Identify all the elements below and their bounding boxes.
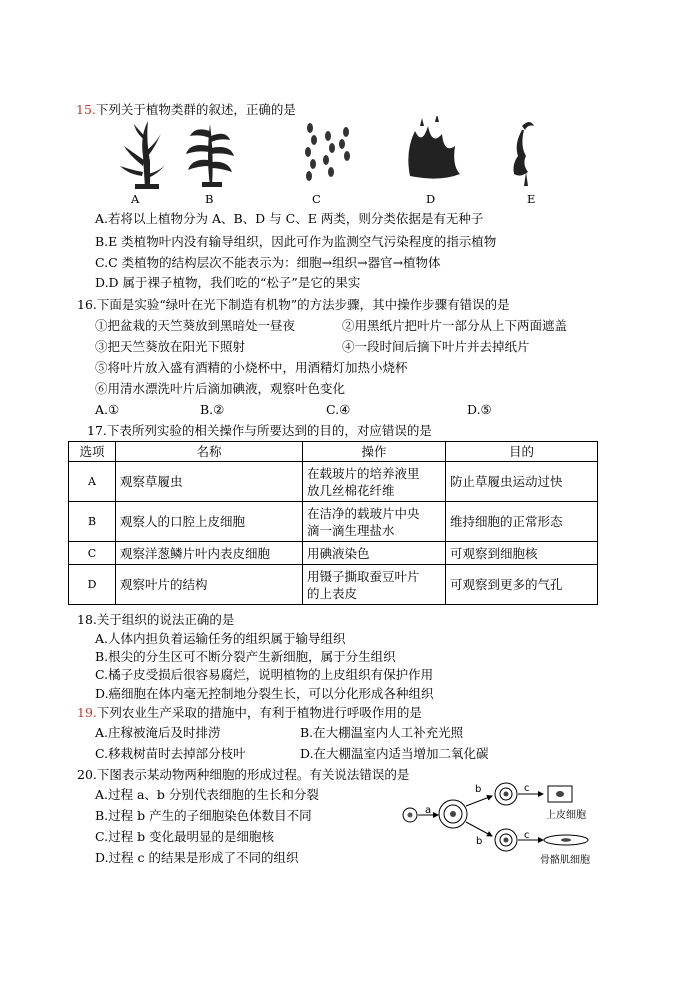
row-operation: 用碘液染色 xyxy=(303,542,446,565)
q15-option-d: D.D 属于裸子植物，我们吃的“松子”是它的果实 xyxy=(95,275,361,290)
q20-option-c: C.过程 b 变化最明显的是细胞核 xyxy=(95,829,275,844)
row-purpose: 防止草履虫运动过快 xyxy=(446,462,598,502)
row-operation xyxy=(303,462,446,502)
table-row xyxy=(69,542,598,565)
q19-stem: 下列农业生产采取的措施中，有利于植物进行呼吸作用的是 xyxy=(96,705,422,720)
q18-option-d: D.癌细胞在体内毫无控制地分裂生长，可以分化形成各种组织 xyxy=(95,686,434,701)
q16-option-d: D.⑤ xyxy=(467,402,492,417)
header-option: 选项 xyxy=(69,442,116,462)
row-operation-line2: 滴一滴生理盐水 xyxy=(307,522,395,538)
row-option: D xyxy=(69,565,116,605)
plant-d-image xyxy=(408,116,460,179)
table-row xyxy=(69,462,598,502)
q16-stem: 16.下面是实验“绿叶在光下制造有机物”的方法步骤，其中操作步骤有错误的是 xyxy=(77,297,510,312)
plant-a-image xyxy=(120,121,166,189)
q19-stem-line xyxy=(77,704,422,721)
q20-option-b: B.过程 b 产生的子细胞染色体数目不同 xyxy=(95,808,312,823)
row-operation-line2: 放几丝棉花纤维 xyxy=(307,482,395,498)
plant-label-e: E xyxy=(527,192,536,206)
row-operation xyxy=(303,565,446,605)
arrow-b-bottom-label: b xyxy=(476,836,483,847)
plant-c-image xyxy=(305,123,350,181)
q15-plant-images xyxy=(110,116,570,192)
q19-option-d: D.在大棚温室内适当增加二氧化碳 xyxy=(300,746,489,761)
row-name: 观察洋葱鳞片叶内表皮细胞 xyxy=(116,542,303,565)
q15-option-a: A.若将以上植物分为 A、B、D 与 C、E 两类，则分类依据是有无种子 xyxy=(95,211,484,226)
q18-option-a: A.人体内担负着运输任务的组织属于输导组织 xyxy=(95,631,346,646)
row-operation xyxy=(303,502,446,542)
arrow-c-bottom-label: c xyxy=(524,830,530,841)
q19-option-c: C.移栽树苗时去掉部分枝叶 xyxy=(95,746,246,761)
q15-option-c: C.C 类植物的结构层次不能表示为：细胞→组织→器官→植物体 xyxy=(95,255,441,270)
q20-option-a: A.过程 a、b 分别代表细胞的生长和分裂 xyxy=(95,787,319,802)
row-purpose: 可观察到更多的气孔 xyxy=(446,565,598,605)
table-header-row xyxy=(69,442,598,462)
row-option: B xyxy=(69,502,116,542)
row-operation-line1: 在洁净的载玻片中央 xyxy=(307,505,420,521)
q15-stem: 下列关于植物类群的叙述，正确的是 xyxy=(95,102,296,117)
q18-option-b: B.根尖的分生区可不断分裂产生新细胞，属于分生组织 xyxy=(95,649,396,664)
table-row xyxy=(69,565,598,605)
plant-b-image xyxy=(186,124,234,187)
row-name: 观察人的口腔上皮细胞 xyxy=(116,502,303,542)
plant-label-c: C xyxy=(312,192,321,206)
q18-stem: 18.关于组织的说法正确的是 xyxy=(77,612,235,627)
q16-step-4: ④一段时间后摘下叶片并去掉纸片 xyxy=(342,339,530,354)
q16-step-6: ⑥用清水漂洗叶片后滴加碘液，观察叶色变化 xyxy=(95,381,346,396)
q17-stem: 17.下表所列实验的相关操作与所要达到的目的，对应错误的是 xyxy=(87,423,432,438)
table-row xyxy=(69,502,598,542)
q16-option-a: A.① xyxy=(95,402,120,417)
muscle-cell-label: 骨骼肌细胞 xyxy=(540,855,590,866)
q16-step-5: ⑤将叶片放入盛有酒精的小烧杯中，用酒精灯加热小烧杯 xyxy=(95,360,408,375)
row-purpose: 维持细胞的正常形态 xyxy=(446,502,598,542)
q15-number: 15. xyxy=(76,102,96,117)
q20-stem: 20.下图表示某动物两种细胞的形成过程。有关说法错误的是 xyxy=(77,767,410,782)
q16-option-c: C.④ xyxy=(326,402,351,417)
q19-number: 19. xyxy=(77,705,97,720)
row-operation-line1: 在载玻片的培养液里 xyxy=(307,465,420,481)
q16-option-b: B.② xyxy=(200,402,225,417)
row-option: A xyxy=(69,462,116,502)
q20-option-d: D.过程 c 的结果是形成了不同的组织 xyxy=(95,850,299,865)
q16-step-3: ③把天竺葵放在阳光下照射 xyxy=(95,339,246,354)
q18-option-c: C.橘子皮受损后很容易腐烂，说明植物的上皮组织有保护作用 xyxy=(95,667,434,682)
header-operation: 操作 xyxy=(303,442,446,462)
row-option: C xyxy=(69,542,116,565)
q15-option-b: B.E 类植物叶内没有输导组织，因此可作为监测空气污染程度的指示植物 xyxy=(95,234,497,249)
plant-label-b: B xyxy=(205,192,214,206)
q17-table xyxy=(68,441,598,605)
row-operation-line2: 的上表皮 xyxy=(307,585,358,601)
arrow-a-label: a xyxy=(425,805,432,816)
row-operation-line1: 用镊子撕取蚕豆叶片 xyxy=(307,568,420,584)
header-purpose: 目的 xyxy=(446,442,598,462)
row-purpose: 可观察到细胞核 xyxy=(446,542,598,565)
row-name: 观察草履虫 xyxy=(116,462,303,502)
q19-option-b: B.在大棚温室内人工补充光照 xyxy=(300,725,464,740)
row-name: 观察叶片的结构 xyxy=(116,565,303,605)
q19-option-a: A.庄稼被淹后及时排涝 xyxy=(95,725,221,740)
header-name: 名称 xyxy=(116,442,303,462)
plant-label-d: D xyxy=(426,192,436,206)
arrow-c-top-label: c xyxy=(524,783,530,794)
plant-label-a: A xyxy=(131,192,140,206)
plant-e-image xyxy=(514,122,535,186)
epithelial-cell-label: 上皮细胞 xyxy=(546,810,586,821)
q16-step-2: ②用黑纸片把叶片一部分从上下两面遮盖 xyxy=(342,318,568,333)
arrow-b-top-label: b xyxy=(475,784,482,795)
q16-step-1: ①把盆栽的天竺葵放到黑暗处一昼夜 xyxy=(95,318,296,333)
